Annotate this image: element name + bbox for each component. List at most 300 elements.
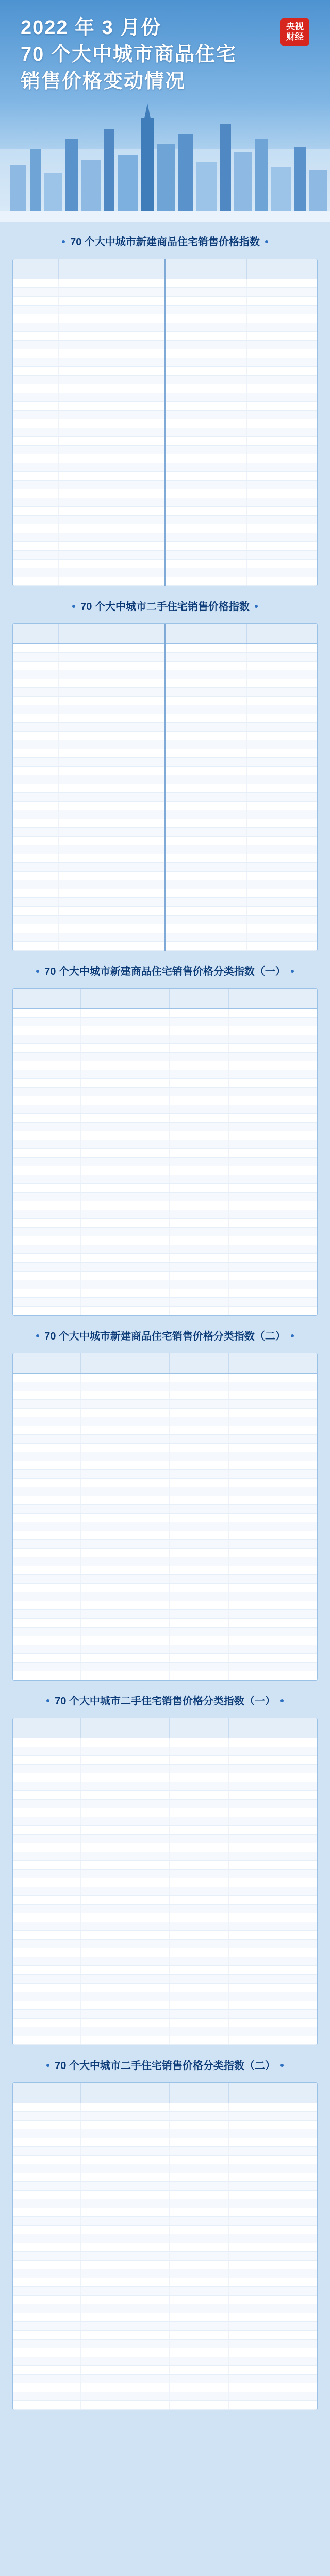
table-cell	[81, 1619, 110, 1627]
table-cell	[51, 1444, 80, 1452]
table-cell	[59, 749, 94, 757]
table-cell	[199, 1114, 228, 1122]
table-cell	[110, 1975, 140, 1983]
table-cell	[247, 411, 283, 419]
table-cell	[258, 2322, 288, 2330]
table-cell	[258, 2357, 288, 2365]
table-cell	[51, 1236, 80, 1245]
table-row	[13, 1245, 317, 1254]
table-cell	[59, 705, 94, 714]
table-row	[13, 463, 164, 472]
table-cell	[59, 542, 94, 550]
table-row	[13, 1280, 317, 1289]
table-cell	[81, 2182, 110, 2190]
table-cell	[170, 2199, 199, 2208]
table-cell	[110, 1905, 140, 1913]
table-cell	[51, 1009, 80, 1017]
table-cell	[229, 1219, 258, 1227]
table-cell	[13, 393, 59, 401]
table-cell	[94, 933, 130, 941]
table-cell	[170, 1791, 199, 1799]
table-cell	[199, 2366, 228, 2374]
section-new-home-category-index-1	[12, 951, 318, 1316]
table-cell	[59, 714, 94, 722]
table-cell	[247, 288, 283, 296]
table-row	[13, 784, 164, 793]
table-cell	[140, 1044, 170, 1052]
table-cell	[247, 402, 283, 410]
table-cell	[140, 2001, 170, 2009]
table-cell	[94, 872, 130, 880]
table-cell	[13, 1400, 51, 1408]
table-cell	[229, 2313, 258, 2321]
table-cell	[110, 2375, 140, 2383]
table-row	[166, 297, 317, 306]
table-cell	[170, 1645, 199, 1653]
table-cell	[129, 662, 164, 670]
table-cell	[170, 1426, 199, 1434]
table-row	[166, 489, 317, 498]
table-cell	[199, 2278, 228, 2286]
table-cell	[229, 1487, 258, 1496]
table-cell	[13, 1791, 51, 1799]
table-row	[166, 367, 317, 376]
table-cell	[110, 1070, 140, 1078]
table-cell	[51, 1931, 80, 1939]
table-cell	[229, 1391, 258, 1399]
table-cell	[211, 916, 247, 924]
table-right-half	[164, 624, 317, 951]
table-cell	[229, 1272, 258, 1280]
table-cell	[170, 1382, 199, 1391]
table-cell	[129, 279, 164, 287]
table-cell	[170, 2278, 199, 2286]
table-cell	[59, 306, 94, 314]
table-cell	[129, 916, 164, 924]
table-cell	[211, 341, 247, 349]
table-cell	[13, 463, 59, 471]
table-row	[13, 1228, 317, 1236]
table-cell	[229, 1791, 258, 1799]
table-cell	[229, 1123, 258, 1131]
table-row	[13, 1773, 317, 1782]
table-cell	[51, 1400, 80, 1408]
table-cell	[81, 1382, 110, 1391]
table-cell	[81, 1514, 110, 1522]
table-cell	[199, 2234, 228, 2243]
table-cell	[288, 1044, 317, 1052]
table-cell	[94, 472, 130, 480]
table-cell	[129, 411, 164, 419]
table-cell	[59, 802, 94, 810]
table-cell	[288, 1201, 317, 1210]
table-cell	[229, 1149, 258, 1157]
table-cell	[140, 1391, 170, 1399]
table-cell	[13, 697, 59, 705]
table-cell	[13, 1298, 51, 1306]
table-cell	[59, 560, 94, 568]
table-cell	[13, 705, 59, 714]
table-cell	[247, 837, 283, 845]
table-cell	[13, 1645, 51, 1653]
table-row	[13, 1531, 317, 1540]
table-cell	[170, 1009, 199, 1017]
table-cell	[59, 393, 94, 401]
table-cell	[81, 1566, 110, 1574]
table-cell	[229, 1800, 258, 1808]
table-cell	[13, 472, 59, 480]
table-cell	[51, 1496, 80, 1504]
table-cell	[129, 933, 164, 941]
table-cell	[199, 1765, 228, 1773]
table-row	[166, 306, 317, 314]
table-cell	[51, 1531, 80, 1539]
table-cell	[282, 463, 317, 471]
table-cell	[288, 1452, 317, 1461]
table-cell	[288, 2392, 317, 2400]
table-row	[13, 1105, 317, 1114]
table-row	[166, 775, 317, 784]
table-cell	[129, 714, 164, 722]
table-row	[13, 1566, 317, 1575]
table-row	[13, 446, 164, 454]
table-row	[166, 889, 317, 898]
table-cell	[81, 1374, 110, 1382]
table-cell	[51, 1245, 80, 1253]
table-row	[13, 2296, 317, 2304]
table-row	[13, 767, 164, 775]
table-row	[13, 889, 164, 898]
table-cell	[129, 924, 164, 933]
table-cell	[140, 1636, 170, 1645]
table-cell	[199, 1992, 228, 2001]
table-cell	[170, 1307, 199, 1315]
table-cell	[229, 1210, 258, 1218]
table-cell	[51, 1280, 80, 1289]
table-cell	[247, 437, 283, 445]
table-cell	[110, 2182, 140, 2190]
table-cell	[166, 670, 211, 679]
table-cell	[247, 697, 283, 705]
table-row	[166, 697, 317, 705]
table-cell	[129, 332, 164, 340]
table-row	[13, 411, 164, 419]
table-cell	[282, 489, 317, 498]
table-row	[13, 507, 164, 516]
table-cell	[258, 2036, 288, 2044]
table-cell	[81, 2366, 110, 2374]
table-cell	[258, 1870, 288, 1878]
table-cell	[140, 1984, 170, 1992]
table-cell	[258, 1409, 288, 1417]
table-cell	[288, 2112, 317, 2120]
table-cell	[59, 358, 94, 366]
table-cell	[140, 1575, 170, 1583]
table-row	[13, 845, 164, 854]
table-cell	[166, 705, 211, 714]
table-cell	[211, 872, 247, 880]
table-cell	[166, 437, 211, 445]
table-cell	[199, 1861, 228, 1869]
table-cell	[166, 697, 211, 705]
table-cell	[170, 2269, 199, 2278]
table-row	[13, 1870, 317, 1878]
table-cell	[140, 1791, 170, 1799]
table-row	[13, 1053, 317, 1061]
table-cell	[140, 1444, 170, 1452]
table-cell	[94, 898, 130, 906]
table-cell	[129, 705, 164, 714]
table-cell	[129, 306, 164, 314]
table-cell	[94, 802, 130, 810]
table-cell	[51, 2269, 80, 2278]
table-cell	[140, 2331, 170, 2339]
table-row	[166, 898, 317, 907]
table-cell	[288, 2287, 317, 2295]
table-cell	[140, 1452, 170, 1461]
table-cell	[282, 358, 317, 366]
table-cell	[258, 1061, 288, 1070]
table-cell	[170, 1131, 199, 1140]
table-cell	[13, 1896, 51, 1904]
table-cell	[288, 2103, 317, 2111]
table-cell	[59, 845, 94, 854]
table-cell	[229, 1566, 258, 1574]
table-cell	[258, 1263, 288, 1271]
table-cell	[247, 306, 283, 314]
table-cell	[81, 1123, 110, 1131]
table-cell	[288, 2278, 317, 2286]
table-row	[166, 872, 317, 880]
table-cell	[13, 1444, 51, 1452]
table-cell	[129, 732, 164, 740]
table-cell	[140, 1070, 170, 1078]
table-cell	[288, 1184, 317, 1192]
table-row	[13, 2010, 317, 2019]
table-cell	[140, 1236, 170, 1245]
table-cell	[288, 1557, 317, 1566]
table-cell	[288, 1254, 317, 1262]
table-cell	[247, 845, 283, 854]
table-cell	[51, 2357, 80, 2365]
table-cell	[166, 358, 211, 366]
table-row	[13, 2234, 317, 2243]
table-cell	[166, 288, 211, 296]
table-cell	[199, 1619, 228, 1627]
table-cell	[13, 1984, 51, 1992]
table-cell	[229, 1114, 258, 1122]
table-row	[166, 705, 317, 714]
table-cell	[258, 1140, 288, 1148]
table-cell	[199, 1747, 228, 1755]
table-cell	[110, 1158, 140, 1166]
table-cell	[51, 2287, 80, 2295]
table-cell	[247, 723, 283, 731]
table-cell	[258, 2226, 288, 2234]
table-cell	[170, 2252, 199, 2260]
table-cell	[13, 2173, 51, 2181]
table-cell	[170, 1948, 199, 1957]
table-cell	[110, 1079, 140, 1087]
table-cell	[81, 1079, 110, 1087]
table-cell	[94, 288, 130, 296]
table-cell	[199, 2103, 228, 2111]
table-cell	[288, 1747, 317, 1755]
table-cell	[288, 2340, 317, 2348]
table-cell	[140, 1184, 170, 1192]
table-cell	[229, 1957, 258, 1965]
table-cell	[199, 2036, 228, 2044]
table-cell	[258, 1070, 288, 1078]
table-cell	[59, 819, 94, 827]
table-cell	[59, 349, 94, 358]
table-cell	[140, 1671, 170, 1680]
table-cell	[211, 489, 247, 498]
table-cell	[110, 2103, 140, 2111]
table-cell	[229, 1773, 258, 1782]
table-cell	[81, 1400, 110, 1408]
table-cell	[211, 568, 247, 577]
table-cell	[13, 2348, 51, 2357]
table-cell	[110, 1636, 140, 1645]
table-cell	[170, 1070, 199, 1078]
table-cell	[51, 2001, 80, 2009]
table-cell	[140, 2401, 170, 2409]
table-cell	[110, 1575, 140, 1583]
table-cell	[211, 758, 247, 766]
table-cell	[13, 1601, 51, 1609]
table-cell	[170, 1913, 199, 1922]
table-cell	[140, 1540, 170, 1548]
table-row	[13, 1861, 317, 1870]
table-cell	[110, 1628, 140, 1636]
table-cell	[282, 907, 317, 915]
table-cell	[94, 793, 130, 801]
table-cell	[258, 1184, 288, 1192]
table-cell	[13, 2121, 51, 2129]
table-cell	[247, 819, 283, 827]
table-cell	[199, 1738, 228, 1747]
table-row	[13, 1479, 317, 1487]
table-cell	[140, 2138, 170, 2146]
table-row	[13, 1391, 317, 1400]
table-cell	[51, 1123, 80, 1131]
table-cell	[81, 1800, 110, 1808]
table-cell	[288, 1131, 317, 1140]
table-cell	[199, 1628, 228, 1636]
table-cell	[81, 1575, 110, 1583]
table-cell	[81, 1791, 110, 1799]
table-cell	[13, 384, 59, 393]
table-cell	[129, 384, 164, 393]
table-row	[13, 1817, 317, 1826]
table-cell	[170, 1966, 199, 1974]
table-cell	[81, 1843, 110, 1852]
table-cell	[13, 1035, 51, 1043]
table-cell	[13, 1470, 51, 1478]
table-row	[13, 279, 164, 288]
table-cell	[13, 810, 59, 819]
table-cell	[288, 1765, 317, 1773]
table-cell	[288, 2234, 317, 2243]
table-cell	[288, 1756, 317, 1764]
table-cell	[59, 446, 94, 454]
table-cell	[110, 1426, 140, 1434]
table-cell	[258, 1496, 288, 1504]
table-cell	[170, 1400, 199, 1408]
table-cell	[13, 837, 59, 845]
table-row	[13, 863, 164, 872]
table-cell	[258, 2156, 288, 2164]
table-cell	[288, 1236, 317, 1245]
table-cell	[13, 1166, 51, 1175]
table-row	[13, 472, 164, 481]
table-cell	[229, 2036, 258, 2044]
table-cell	[166, 924, 211, 933]
table-cell	[170, 1140, 199, 1148]
table-cell	[110, 2173, 140, 2181]
table-cell	[81, 1018, 110, 1026]
table-cell	[288, 1808, 317, 1817]
table-cell	[129, 653, 164, 661]
table-cell	[282, 560, 317, 568]
table-cell	[59, 863, 94, 871]
table-cell	[229, 1826, 258, 1834]
table-cell	[211, 437, 247, 445]
table-cell	[110, 1940, 140, 1948]
table-cell	[247, 454, 283, 463]
table-cell	[140, 1610, 170, 1618]
table-cell	[13, 367, 59, 375]
table-row	[166, 679, 317, 688]
table-cell	[211, 933, 247, 941]
table-cell	[229, 1671, 258, 1680]
table-cell	[81, 1905, 110, 1913]
table-cell	[129, 767, 164, 775]
table-row	[13, 384, 164, 393]
table-cell	[288, 1009, 317, 1017]
table-cell	[170, 2138, 199, 2146]
table-cell	[81, 2001, 110, 2009]
table-cell	[258, 2121, 288, 2129]
table-cell	[140, 2278, 170, 2286]
table-cell	[129, 845, 164, 854]
table-cell	[110, 1166, 140, 1175]
table-cell	[229, 1289, 258, 1297]
table-cell	[288, 1566, 317, 1574]
table-cell	[258, 1210, 288, 1218]
table-row	[13, 323, 164, 332]
table-cell	[258, 1514, 288, 1522]
table-cell	[13, 542, 59, 550]
table-cell	[166, 872, 211, 880]
table-row	[166, 428, 317, 437]
table-cell	[247, 942, 283, 950]
table-cell	[258, 2340, 288, 2348]
table-row	[13, 1307, 317, 1315]
table-row	[13, 2322, 317, 2331]
table-row	[13, 1123, 317, 1131]
table-cell	[13, 568, 59, 577]
table-cell	[282, 767, 317, 775]
table-cell	[199, 2027, 228, 2036]
table-cell	[13, 1158, 51, 1166]
table-cell	[170, 2243, 199, 2251]
table-cell	[211, 411, 247, 419]
table-cell	[229, 2226, 258, 2234]
table-cell	[81, 1747, 110, 1755]
table-row	[13, 732, 164, 740]
